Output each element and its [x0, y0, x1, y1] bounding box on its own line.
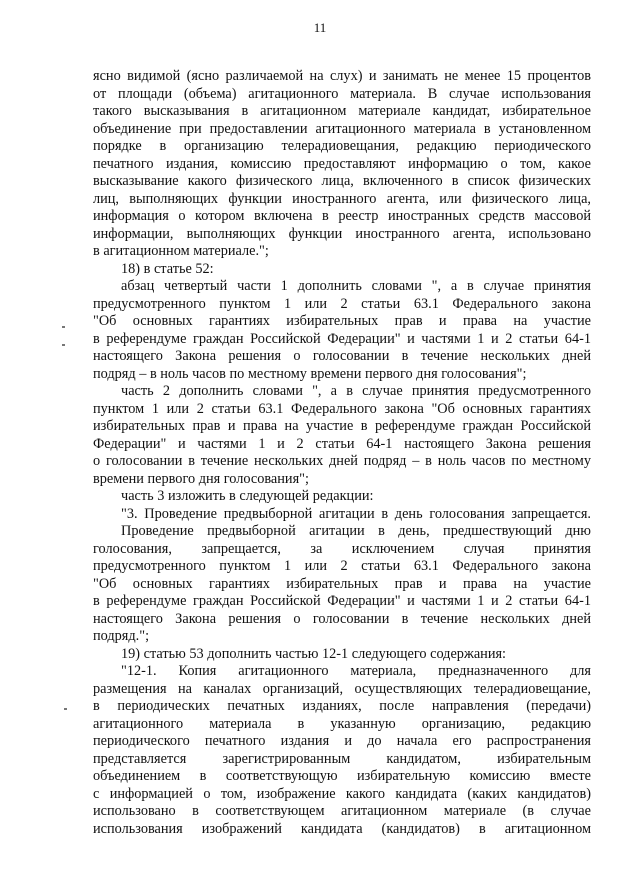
text-line: в периодических печатных изданиях, после направления (передачи)	[93, 698, 591, 714]
text-line: печатного издания, комиссию предоставляют информацию о том, какое	[93, 155, 591, 172]
text-line: использования изображений кандидата (кандидатов) в агитационном	[93, 820, 591, 837]
text-line: "Об основных гарантиях избирательных прав и права на участие	[93, 575, 591, 592]
text-line: Проведение предвыборной агитации в день, предшествующий дню	[121, 523, 591, 539]
text-line: в агитационном материале.";	[93, 243, 269, 259]
text-line: информации, выполняющих функции иностранного агента, использовано	[93, 225, 591, 242]
text-line: "12-1. Копия агитационного материала, предназначенного для	[121, 663, 591, 679]
text-line: информация о котором включена в реестр иностранных средств массовой	[93, 208, 591, 224]
text-line: Федерации" и частями 1 и 2 статьи 64-1 настоящего Закона решения	[93, 435, 591, 452]
text-line: настоящего Закона решения о голосовании в течение нескольких дней	[93, 610, 591, 627]
page-number: 11	[313, 20, 327, 35]
text-line: предусмотренного пунктом 1 или 2 статьи 63.1 Федерального закона	[93, 295, 591, 312]
document-body	[93, 68, 591, 838]
text-line: с информацией о том, изображение какого кандидата (каких кандидатов)	[93, 785, 591, 802]
text-line: в референдуме граждан Российской Федерации" и частями 1 и 2 статьи 64-1	[93, 330, 591, 347]
text-line: объединение при предоставлении агитационного материала в установленном	[93, 120, 591, 137]
text-line: периодического печатного издания и до начала его распространения	[93, 733, 591, 749]
text-line: абзац четвертый части 1 дополнить словами ", а в случае принятия	[121, 278, 591, 294]
text-line: подряд.";	[93, 628, 150, 644]
text-line: 19) статью 53 дополнить частью 12-1 следующего содержания:	[121, 645, 507, 662]
text-line: использовано в соответствующем агитационном материале (в случае	[93, 803, 591, 819]
text-line: "3. Проведение предвыборной агитации в день голосования запрещается.	[121, 505, 591, 522]
text-line: времени первого дня голосования";	[93, 470, 309, 487]
text-line: часть 2 дополнить словами ", а в случае принятия предусмотренного	[121, 383, 591, 399]
text-line: в референдуме граждан Российской Федерации" и частями 1 и 2 статьи 64-1	[93, 593, 591, 609]
text-line: размещения на каналах организаций, осуществляющих телерадиовещание,	[93, 680, 591, 697]
text-line: агитационного материала в указанную организацию, редакцию	[93, 715, 591, 732]
text-line: высказывание какого физического лица, включенного в список физических	[93, 173, 591, 189]
text-line: ясно видимой (ясно различаемой на слух) и занимать не менее 15 процентов	[93, 68, 591, 84]
text-line: от площади (объема) агитационного материала. В случае использования	[93, 85, 591, 102]
text-line: предусмотренного пунктом 1 или 2 статьи 63.1 Федерального закона	[93, 558, 591, 574]
text-line: подряд – в ноль часов по местному времени первого дня голосования";	[93, 365, 527, 382]
text-line: порядке в организацию телерадиовещания, редакцию периодического	[93, 138, 591, 154]
scan-speck	[62, 326, 65, 328]
text-line: настоящего Закона решения о голосовании в течение нескольких дней	[93, 348, 591, 364]
text-line: "Об основных гарантиях избирательных прав и права на участие	[93, 313, 591, 329]
scan-speck	[62, 344, 65, 346]
scan-speck	[64, 708, 67, 710]
text-line: часть 3 изложить в следующей редакции:	[121, 488, 374, 504]
text-line: о голосовании в течение нескольких дней подряд – в ноль часов по местному	[93, 453, 591, 469]
text-line: такого высказывания в агитационном материале кандидат, избирательное	[93, 103, 591, 119]
text-line: избирательных прав и права на участие в референдуме граждан Российской	[93, 418, 591, 434]
text-line: голосования, запрещается, за исключением случая принятия	[93, 540, 591, 557]
text-line: пунктом 1 или 2 статьи 63.1 Федерального закона "Об основных гарантиях	[93, 400, 591, 417]
text-line: лиц, выполняющих функции иностранного агента, или физического лица,	[93, 190, 591, 207]
text-line: 18) в статье 52:	[121, 260, 214, 277]
text-line: объединением в соответствующую избирательную комиссию вместе	[93, 768, 591, 784]
text-line: представляется зарегистрированным кандидатом, избирательным	[93, 750, 591, 767]
